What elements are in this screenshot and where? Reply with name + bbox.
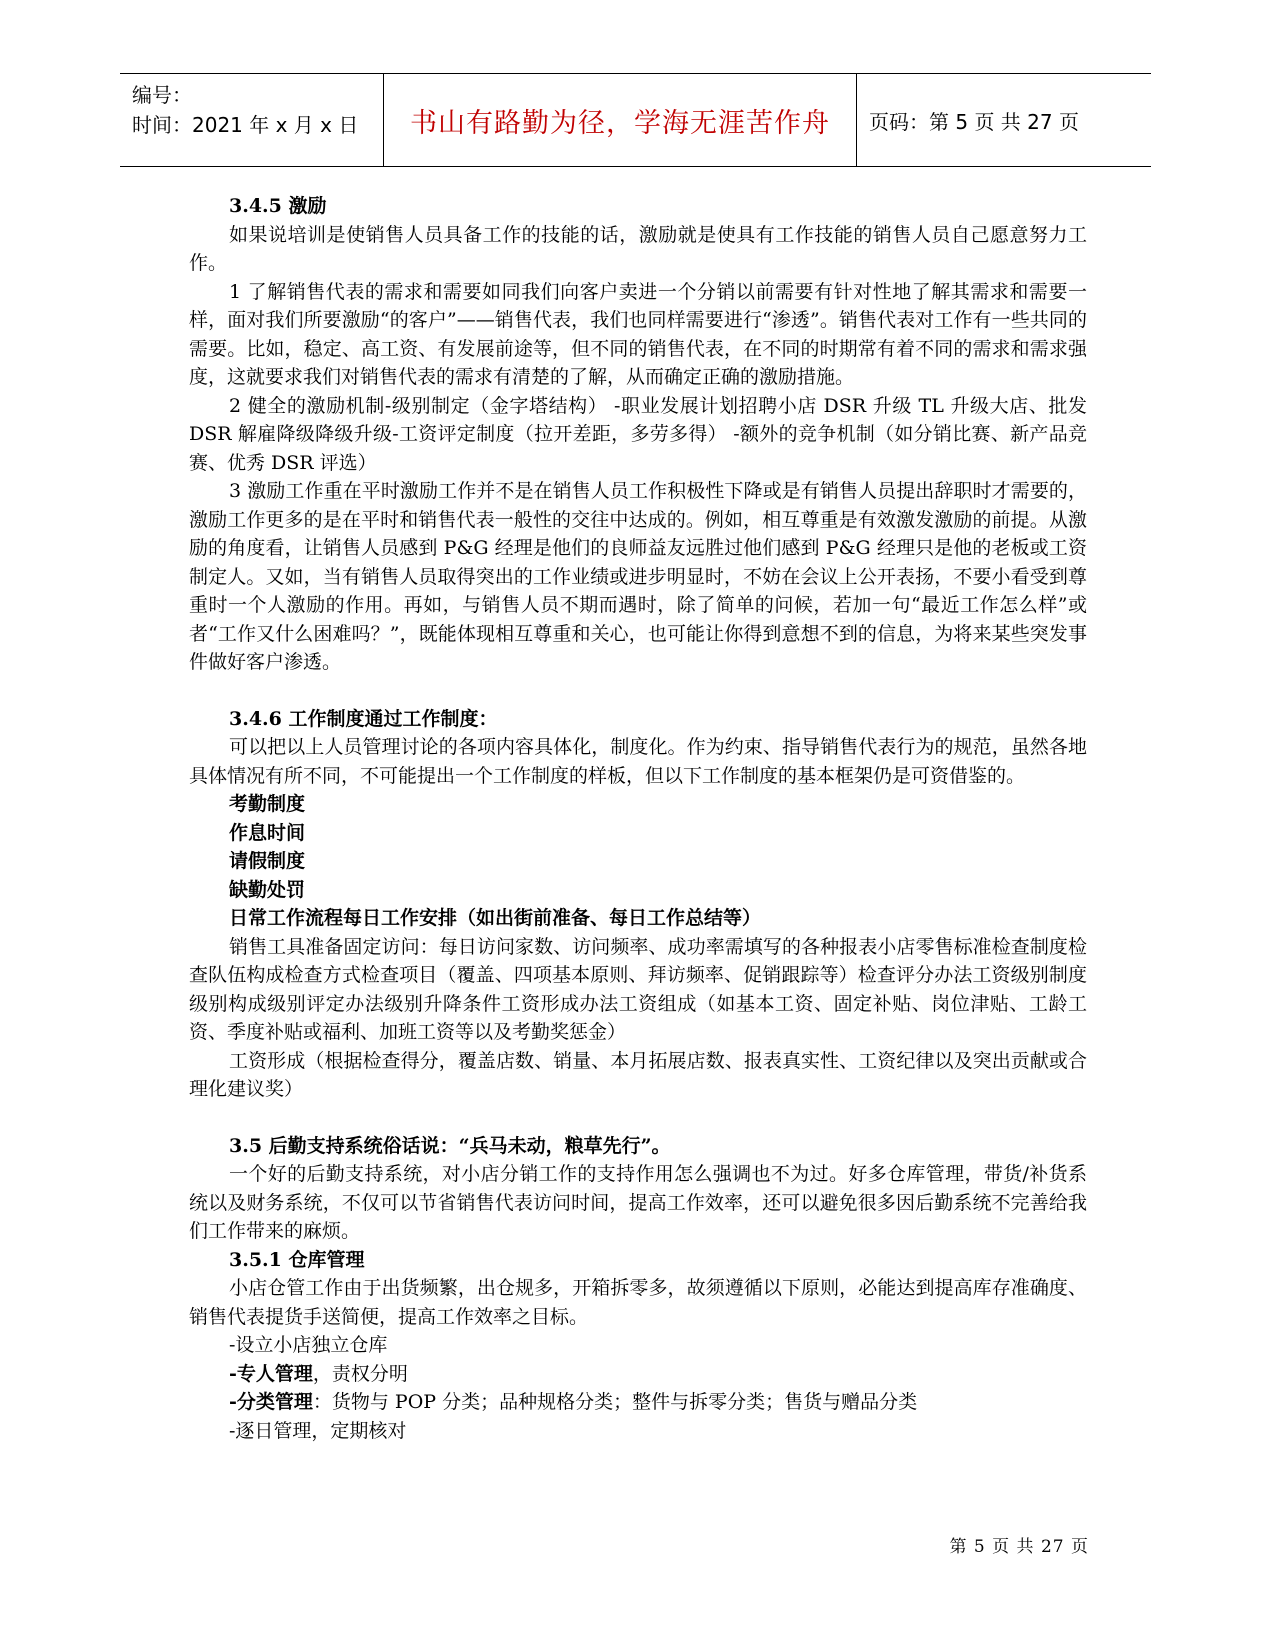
paragraph: 一个好的后勤支持系统，对小店分销工作的支持作用怎么强调也不为过。好多仓库管理，带货/补货系统以及财务系统，不仅可以节省销售代表访问时间，提高工作效率，还可以避免很多因后勤系统不完善给我们工作带来的麻烦。 bbox=[189, 1163, 1087, 1242]
page-header bbox=[120, 73, 1151, 167]
paragraph: 3 激励工作重在平时激励工作并不是在销售人员工作积极性下降或是有销售人员提出辞职时才需要的，激励工作更多的是在平时和销售代表一般性的交往中达成的。例如，相互尊重是有效激发激励的前提。从激励的角度看，让销售人员感到 P&G 经理是他们的良师益友远胜过他们感到 P&G 经理只是他的老板或工资制定人。又如，当有销售人员取得突出的工作业绩或进步明显时，不妨在会议上公开表扬，不要小看受到尊重时一个人激励的作用。再如，与销售人员不期而遇时，除了简单的问候，若加一句“最近工作怎么样”或者“工作又什么困难吗？”，既能体现相互尊重和关心，也可能让你得到意想不到的信息，为将来某些突发事件做好客户渗透。 bbox=[189, 480, 1087, 673]
bold-list-item: 日常工作流程每日工作安排（如出街前准备、每日工作总结等） bbox=[229, 907, 762, 929]
paragraph: 小店仓管工作由于出货频繁，出仓规多，开箱拆零多，故须遵循以下原则，必能达到提高库存准确度、销售代表提货手送简便，提高工作效率之目标。 bbox=[189, 1277, 1087, 1328]
list-item-bold: -专人管理 bbox=[229, 1362, 313, 1385]
list-item: -逐日管理，定期核对 bbox=[229, 1419, 407, 1442]
list-item-bold: -分类管理 bbox=[229, 1391, 313, 1413]
section-heading: 3.4.5 激励 bbox=[229, 195, 327, 217]
header-page-label: 页码：第 5 页 共 27 页 bbox=[869, 109, 1079, 134]
doc-number-label: 编号： bbox=[132, 83, 192, 107]
section-heading: 3.5 后勤支持系统俗话说：“兵马未动，粮草先行”。 bbox=[229, 1134, 671, 1157]
header-motto: 书山有路勤为径，学海无涯苦作舟 bbox=[384, 74, 857, 166]
paragraph: 工资形成（根据检查得分，覆盖店数、销量、本月拓展店数、报表真实性、工资纪律以及突出贡献或合理化建议奖） bbox=[189, 1049, 1087, 1100]
paragraph: 可以把以上人员管理讨论的各项内容具体化，制度化。作为约束、指导销售代表行为的规范，虽然各地具体情况有所不同，不可能提出一个工作制度的样板，但以下工作制度的基本框架仍是可资借鉴的。 bbox=[189, 736, 1087, 787]
section-heading: 3.4.6 工作制度通过工作制度： bbox=[229, 707, 498, 730]
list-item: -设立小店独立仓库 bbox=[229, 1334, 388, 1356]
list-item bbox=[189, 1388, 1087, 1417]
header-meta bbox=[120, 74, 384, 166]
paragraph: 销售工具准备固定访问：每日访问家数、访问频率、成功率需填写的各种报表小店零售标准检查制度检查队伍构成检查方式检查项目（覆盖、四项基本原则、拜访频率、促销跟踪等）检查评分办法工资级别制度级别构成级别评定办法级别升降条件工资形成办法工资组成（如基本工资、固定补贴、岗位津贴、工龄工资、季度补贴或福利、加班工资等以及考勤奖惩金） bbox=[189, 935, 1087, 1043]
paragraph: 2 健全的激励机制-级别制定（金字塔结构） -职业发展计划招聘小店 DSR 升级 TL 升级大店、批发 DSR 解雇降级降级升级-工资评定制度（拉开差距，多劳多得） -额外的竞争机制（如分销比赛、新产品竞赛、优秀 DSR 评选） bbox=[189, 394, 1087, 474]
page-footer: 第 5 页 共 27 页 bbox=[949, 1537, 1089, 1557]
list-item-text: ：货物与 POP 分类；品种规格分类；整件与拆零分类；售货与赠品分类 bbox=[312, 1391, 918, 1413]
bold-list-item: 缺勤处罚 bbox=[229, 878, 306, 901]
bold-list-item: 作息时间 bbox=[229, 821, 306, 844]
bold-list-item: 考勤制度 bbox=[229, 793, 306, 815]
paragraph: 如果说培训是使销售人员具备工作的技能的话，激励就是使具有工作技能的销售人员自己愿意努力工作。 bbox=[189, 223, 1087, 274]
paragraph: 1 了解销售代表的需求和需要如同我们向客户卖进一个分销以前需要有针对性地了解其需求和需要一样，面对我们所要激励“的客户”——销售代表，我们也同样需要进行“渗透”。销售代表对工作有一些共同的需要。比如，稳定、高工资、有发展前途等，但不同的销售代表，在不同的时期常有着不同的需求和需求强度，这就要求我们对销售代表的需求有清楚的了解，从而确定正确的激励措施。 bbox=[189, 280, 1087, 388]
list-item-text: ，责权分明 bbox=[312, 1362, 408, 1385]
document-body bbox=[189, 192, 1087, 1445]
section-heading: 3.5.1 仓库管理 bbox=[229, 1248, 365, 1271]
list-item bbox=[189, 1360, 1087, 1389]
bold-list-item: 请假制度 bbox=[229, 850, 306, 872]
doc-date-label: 时间：2021 年 x 月 x 日 bbox=[132, 113, 359, 137]
